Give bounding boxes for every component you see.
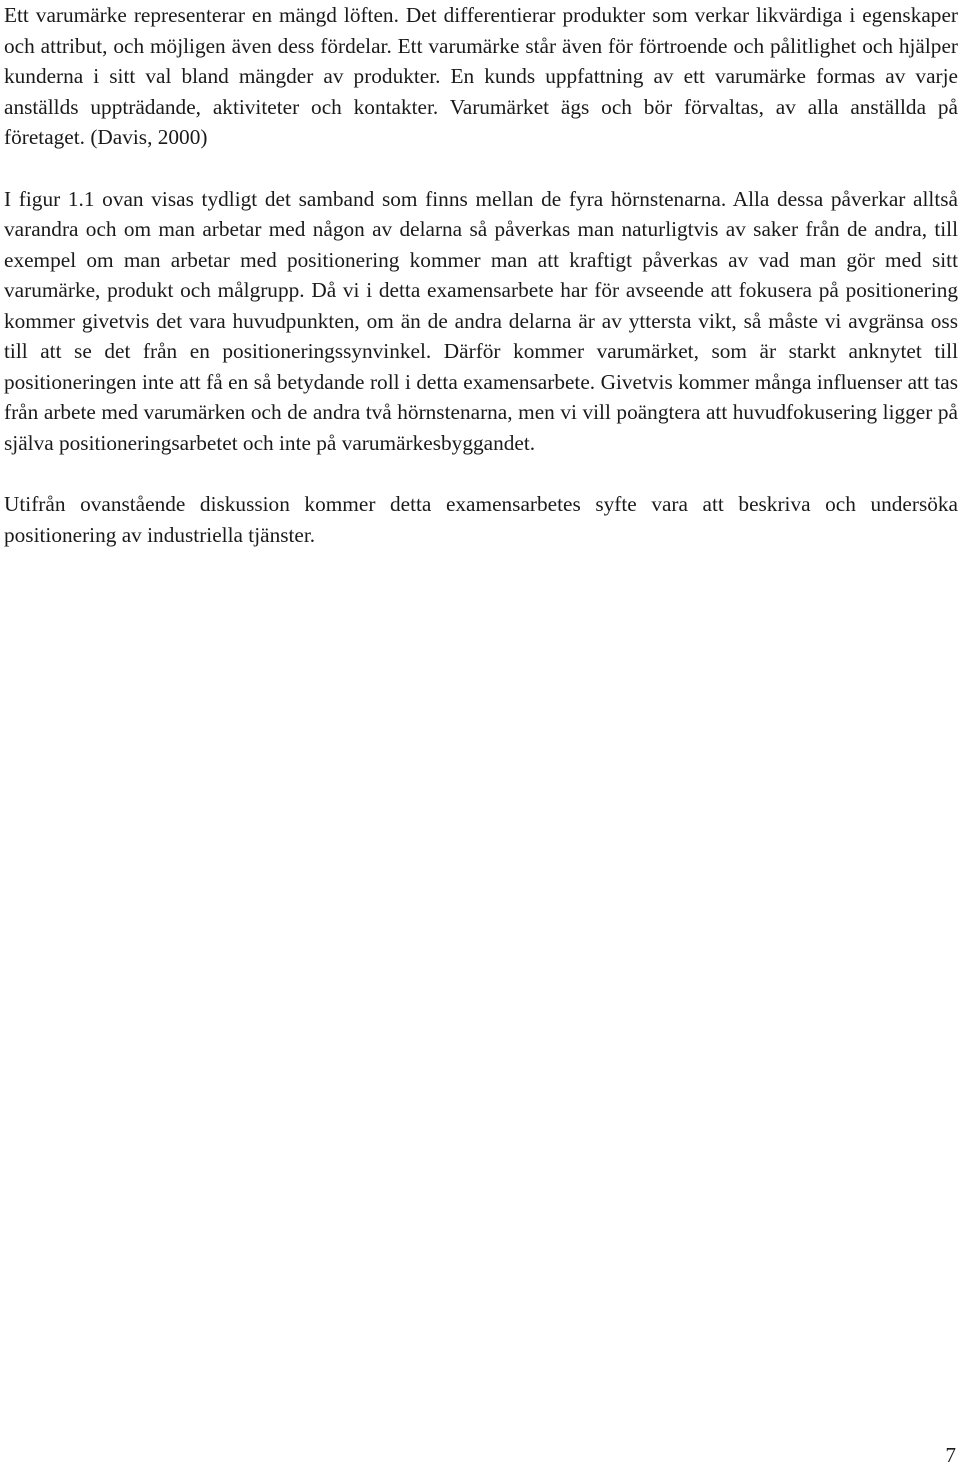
page-number: 7 [945,1443,956,1467]
paragraph-purpose: Utifrån ovanstående diskussion kommer detta examensarbetes syfte vara att beskriva och undersöka positionering av industriella tjänster. [4,492,958,547]
paragraph-brand-promises: Ett varumärke representerar en mängd löften. Det differentierar produkter som verkar likvärdiga i egenskaper och attribut, och möjligen även dess fördelar. Ett varumärke står även för förtroende och pålitlighet och hjälper kunderna i sitt val bland mängder av produkter. En kunds uppfattning av ett varumärke formas av varje anställds uppträdande, aktiviteter och kontakter. Varumärket ägs och bör förvaltas, av alla anställda på företaget. (Davis, 2000) [4,3,958,149]
paragraph-cornerstones: I figur 1.1 ovan visas tydligt det samband som finns mellan de fyra hörnstenarna. Alla dessa påverkar alltså varandra och om man arbetar med någon av delarna så påverkas man naturligtvis av saker från de andra, till exempel om man arbetar med positionering kommer man att kraftigt påverkas av vad man gör med sitt varumärke, produkt och målgrupp. Då vi i detta examensarbete har för avseende att fokusera på positionering kommer givetvis det vara huvudpunkten, om än de andra delarna är av yttersta vikt, så måste vi avgränsa oss till att se det från en positioneringssynvinkel. Därför kommer varumärket, som är starkt anknytet till positioneringen inte att få en så betydande roll i detta examensarbete. Givetvis kommer många influenser att tas från arbete med varumärken och de andra två hörnstenarna, men vi vill poängtera att huvudfokusering ligger på själva positioneringsarbetet och inte på varumärkesbyggandet. [4,186,958,455]
document-page [4,0,958,550]
